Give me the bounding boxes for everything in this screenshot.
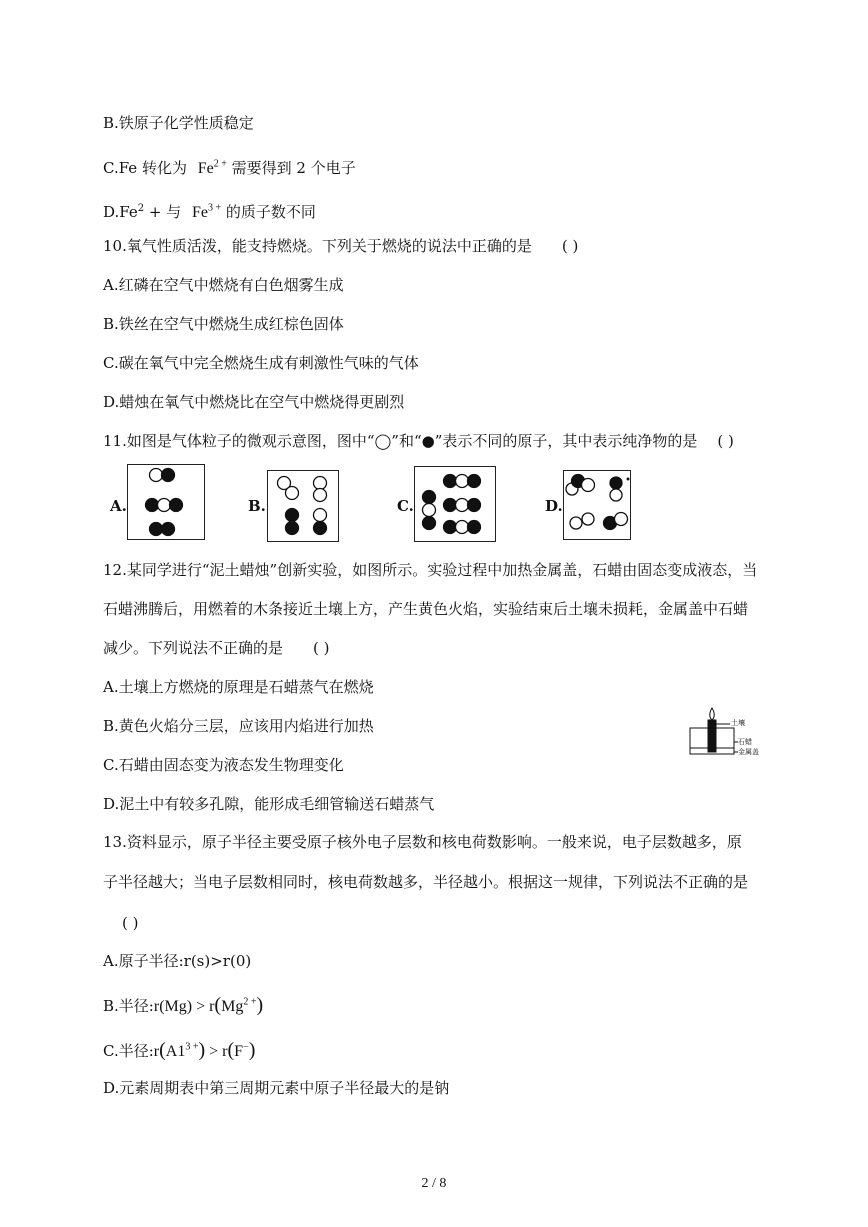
q13-option-a: A.原子半径:r(s)>r(0)	[103, 952, 252, 970]
q13-option-c-formula: $r(A1^{3 +}) > r(F^-)$	[153, 1039, 256, 1061]
q10-option-a: A.红磷在空气中燃烧有白色烟雾生成	[103, 276, 344, 294]
q11-diagram-c	[414, 466, 496, 542]
q10-option-b: B.铁丝在空气中燃烧生成红棕色固体	[103, 315, 344, 333]
q10-answer-blank: ( )	[561, 237, 579, 255]
q13-stem-line-2: 子半径越大；当电子层数相同时，核电荷数越多，半径越小。根据这一规律，下列说法不正确的是	[103, 873, 749, 891]
q11-diagram-a	[127, 464, 205, 540]
q13-stem-line-1: 13.资料显示，原子半径主要受原子核外电子层数和核电荷数影响。一般来说，电子层数越多，原	[103, 833, 742, 851]
diagram-label-soil: 土壤	[731, 719, 745, 727]
q12-option-d: D.泥土中有较多孔隙，能形成毛细管输送石蜡蒸气	[103, 795, 435, 813]
q12-stem-line-3: 减少。下列说法不正确的是 ( )	[103, 639, 330, 657]
q13-option-b-prefix: B.半径:	[103, 997, 154, 1015]
q13-option-c	[103, 1039, 255, 1063]
q11-label-c: C.	[397, 497, 414, 515]
q9-option-c-suffix: 需要得到 2 个电子	[231, 159, 356, 177]
q11-stem: 11.如图是气体粒子的微观示意图，图中“◯”和“●”表示不同的原子，其中表示纯净物的是 ( )	[103, 432, 734, 450]
q12-experiment-diagram	[688, 704, 768, 760]
q10-option-c: C.碳在氧气中完全燃烧生成有刺激性气味的气体	[103, 354, 419, 372]
q9-option-c-ion: $Fe^{2 +}$	[197, 158, 227, 177]
q9-option-d-sup: 2	[137, 203, 145, 214]
q12-answer-blank: ( )	[313, 639, 330, 657]
q11-diagram-d-particles	[564, 471, 630, 539]
q12-option-b: B.黄色火焰分三层，应该用内焰进行加热	[103, 717, 374, 735]
q11-diagram-b-particles	[268, 471, 338, 541]
q11-diagram-c-particles	[415, 467, 495, 541]
q9-option-c	[103, 157, 356, 180]
q9-option-d-prefix: D.Fe	[103, 203, 138, 221]
q12-option-c: C.石蜡由固态变为液态发生物理变化	[103, 756, 344, 774]
q11-label-a: A.	[110, 497, 127, 515]
q10-option-d: D.蜡烛在氧气中燃烧比在空气中燃烧得更剧烈	[103, 393, 405, 411]
q12-stem-line-2: 石蜡沸腾后，用燃着的木条接近土壤上方，产生黄色火焰，实验结束后土壤未损耗，金属盖中石蜡	[103, 600, 749, 618]
q13-option-d: D.元素周期表中第三周期元素中原子半径最大的是钠	[103, 1079, 450, 1097]
q11-label-b: B.	[248, 497, 266, 515]
q11-answer-blank: ( )	[717, 432, 734, 450]
q12-option-a: A.土壤上方燃烧的原理是石蜡蒸气在燃烧	[103, 678, 374, 696]
page-number: 2 / 8	[421, 1176, 447, 1191]
diagram-label-metal-lid: 金属盖	[738, 748, 759, 756]
q9-option-c-prefix: C.Fe 转化为	[103, 159, 187, 177]
q11-diagram-a-particles	[128, 465, 204, 539]
q13-answer-blank: ( )	[122, 914, 139, 932]
q11-label-d: D.	[545, 497, 563, 515]
q13-option-c-prefix: C.半径:	[103, 1042, 154, 1060]
q10-stem: 10.氧气性质活泼，能支持燃烧。下列关于燃烧的说法中正确的是 ( )	[103, 237, 579, 255]
q13-option-b-formula: $r(Mg) > r(Mg^{2 +})$	[153, 994, 264, 1016]
q9-option-b: B.铁原子化学性质稳定	[103, 114, 254, 132]
q9-option-d-ion: $Fe^{3 +}$	[192, 202, 222, 221]
q9-option-d-mid: + 与	[144, 203, 182, 221]
q9-option-d	[103, 201, 316, 224]
q11-diagram-b	[267, 470, 339, 542]
diagram-label-wax: 石蜡	[738, 738, 752, 746]
q11-diagram-d	[563, 470, 631, 540]
q12-stem-line-1: 12.某同学进行“泥土蜡烛”创新实验，如图所示。实验过程中加热金属盖，石蜡由固态变成液态，当	[103, 561, 758, 579]
q9-option-d-suffix: 的质子数不同	[225, 203, 316, 221]
q13-option-b	[103, 994, 263, 1018]
